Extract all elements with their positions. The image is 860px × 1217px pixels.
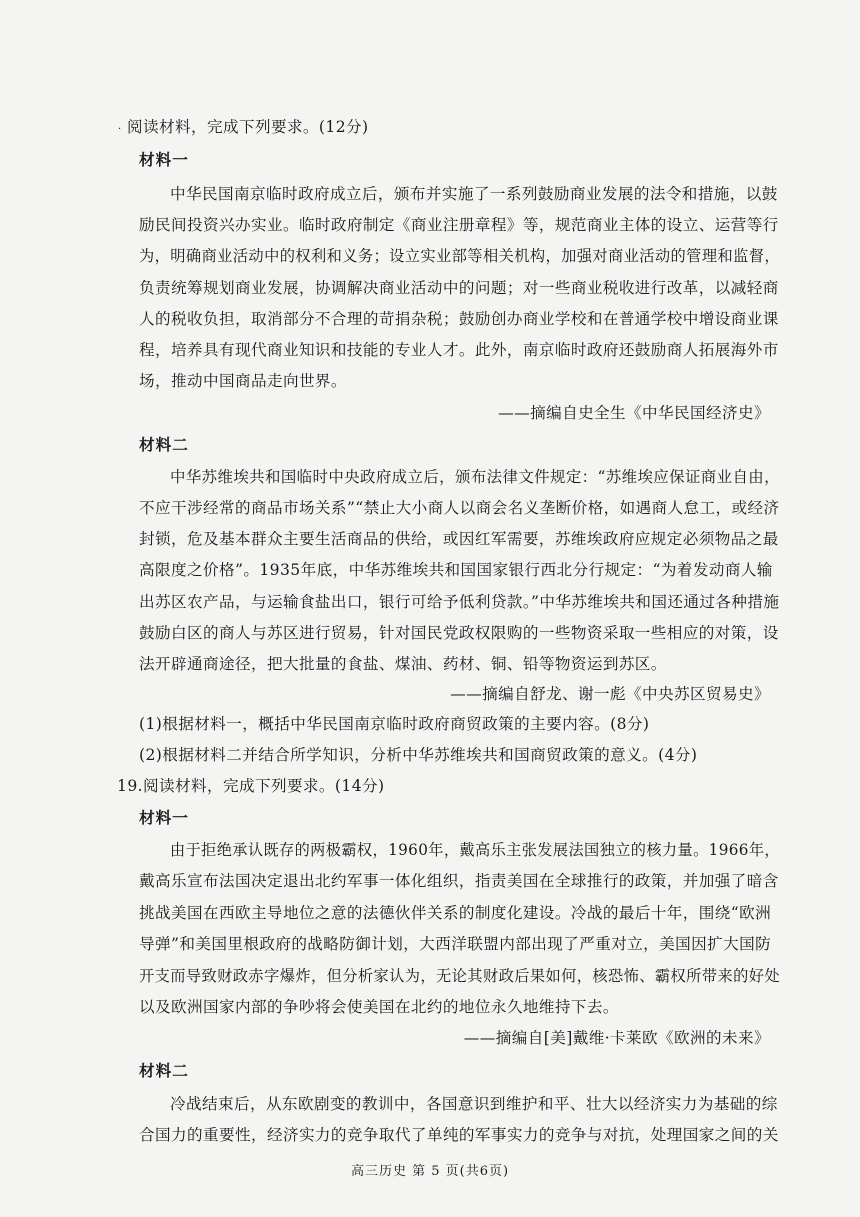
- q19-m1-source: ——摘编自[美]戴维·卡莱欧《欧洲的未来》: [463, 1029, 770, 1047]
- q18-m1-line-1: 中华民国南京临时政府成立后，颁布并实施了一系列鼓励商业发展的法令和措施，以鼓: [170, 185, 778, 203]
- q18-m2-line-1: 中华苏维埃共和国临时中央政府成立后，颁布法律文件规定：“苏维埃应保证商业自由，: [170, 468, 780, 486]
- q18-m1-line-3: 为，明确商业活动中的权利和义务；设立实业部等相关机构，加强对商业活动的管理和监督，: [139, 247, 780, 265]
- q18-m2-line-3: 封锁，危及基本群众主要生活商品的供给，或因红军需要，苏维埃政府应规定必须物品之最: [139, 530, 779, 548]
- q18-m2-line-4: 高限度之价格”。1935年底，中华苏维埃共和国国家银行西北分行规定：“为着发动商人输: [139, 561, 773, 579]
- margin-dot: ·: [118, 124, 122, 135]
- q18-material-1-title: 材料一: [139, 150, 189, 169]
- q18-subquestion-2: (2)根据材料二并结合所学知识，分析中华苏维埃共和国商贸政策的意义。(4分): [139, 746, 698, 764]
- q18-m1-line-4: 负责统筹规划商业发展，协调解决商业活动中的问题；对一些商业税收进行改革，以减轻商: [139, 279, 779, 297]
- q19-m1-line-4: 导弹”和美国里根政府的战略防御计划，大西洋联盟内部出现了严重对立，美国因扩大国防: [139, 935, 772, 953]
- q19-material-2-title: 材料二: [139, 1061, 189, 1080]
- q18-m2-source: ——摘编自舒龙、谢一彪《中央苏区贸易史》: [450, 685, 770, 703]
- q18-material-2-title: 材料二: [139, 435, 189, 454]
- q18-m2-line-7: 法开辟通商途径，把大批量的食盐、煤油、药材、铜、铅等物资运到苏区。: [139, 655, 667, 673]
- q18-m1-line-6: 程，培养具有现代商业知识和技能的专业人才。此外，南京临时政府还鼓励商人拓展海外市: [139, 341, 779, 359]
- page-footer: 高三历史 第 5 页(共6页): [350, 1164, 510, 1179]
- q18-m1-line-5: 人的税收负担，取消部分不合理的苛捐杂税；鼓励创办商业学校和在普通学校中增设商业课: [139, 310, 779, 328]
- q18-m2-line-6: 鼓励白区的商人与苏区进行贸易，针对国民党政权限购的一些物资采取一些相应的对策，设: [139, 624, 779, 642]
- q19-m1-line-6: 以及欧洲国家内部的争吵将会使美国在北约的地位永久地维持下去。: [139, 998, 619, 1016]
- q18-m1-source: ——摘编自史全生《中华民国经济史》: [498, 404, 770, 422]
- q19-prompt: 19.阅读材料，完成下列要求。(14分): [117, 777, 385, 795]
- q18-m2-line-2: 不应干涉经常的商品市场关系”“禁止大小商人以商会名义垄断价格，如遇商人怠工，或经济: [139, 499, 780, 517]
- q19-m2-line-1: 冷战结束后，从东欧剧变的教训中，各国意识到维护和平、壮大以经济实力为基础的综: [170, 1095, 778, 1113]
- q18-m1-line-7: 场，推动中国商品走向世界。: [139, 372, 347, 390]
- q19-m1-line-2: 戴高乐宣布法国决定退出北约军事一体化组织，指责美国在全球推行的政策，并加强了暗含: [139, 872, 779, 890]
- q19-m2-line-2: 合国力的重要性，经济实力的竞争取代了单纯的军事实力的竞争与对抗，处理国家之间的关: [139, 1126, 779, 1144]
- q18-subquestion-1: (1)根据材料一，概括中华民国南京临时政府商贸政策的主要内容。(8分): [139, 715, 650, 733]
- q18-m2-line-5: 出苏区农产品，与运输食盐出口，银行可给予低利贷款。”中华苏维埃共和国还通过各种措施: [139, 593, 780, 611]
- q19-m1-line-3: 挑战美国在西欧主导地位之意的法德伙伴关系的制度化建设。冷战的最后十年，围绕“欧洲: [139, 904, 772, 922]
- q19-m1-line-5: 开支而导致财政赤字爆炸，但分析家认为，无论其财政后果如何，核恐怖、霸权所带来的好处: [139, 967, 780, 985]
- q19-material-1-title: 材料一: [139, 808, 189, 827]
- q19-m1-line-1: 由于拒绝承认既存的两极霸权，1960年，戴高乐主张发展法国独立的核力量。1966年，: [170, 841, 781, 859]
- q18-prompt: 阅读材料，完成下列要求。(12分): [127, 118, 369, 136]
- q18-m1-line-2: 励民间投资兴办实业。临时政府制定《商业注册章程》等，规范商业主体的设立、运营等行: [139, 216, 779, 234]
